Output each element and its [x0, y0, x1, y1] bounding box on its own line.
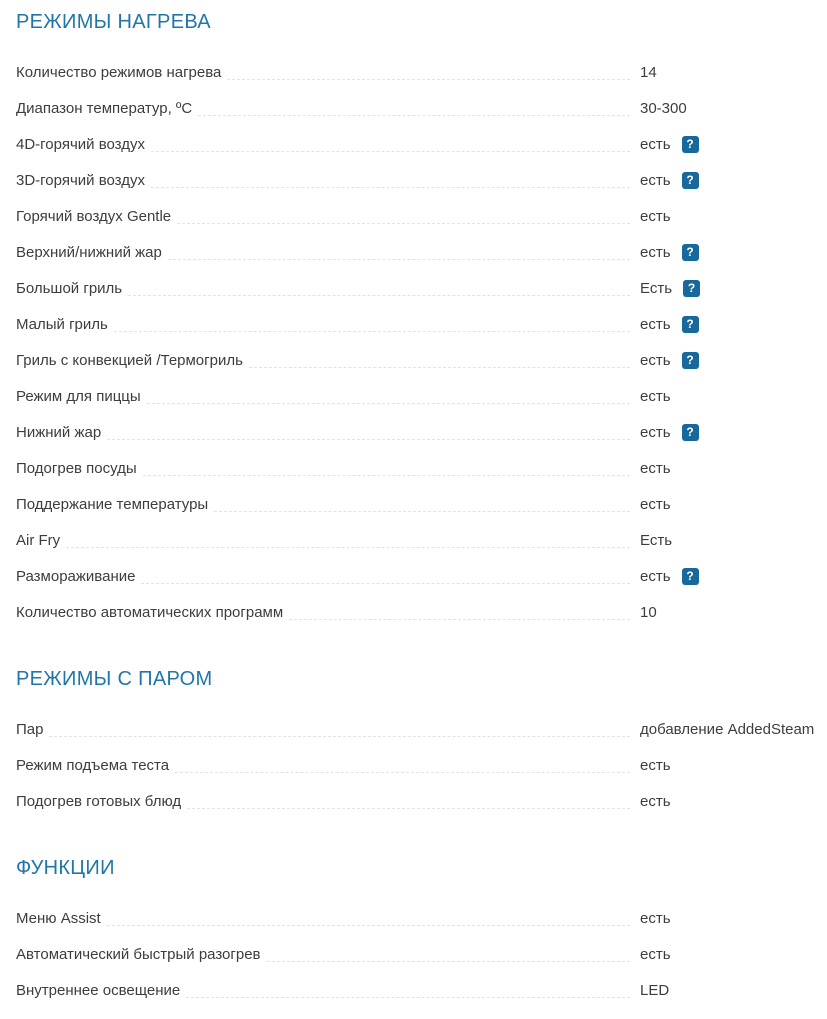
leader-line: [249, 367, 630, 368]
spec-row: [16, 558, 827, 594]
spec-value-cell: [640, 316, 827, 333]
spec-value: есть: [640, 792, 671, 810]
section-title: РЕЖИМЫ НАГРЕВА: [16, 11, 211, 33]
leader-line: [186, 997, 630, 998]
spec-value-cell: [640, 910, 827, 927]
spec-value: есть: [640, 315, 671, 333]
spec-label: Диапазон температур, ºС: [16, 99, 193, 117]
spec-value-cell: [640, 280, 827, 297]
spec-label: 3D-горячий воздух: [16, 171, 145, 189]
spec-value: есть: [640, 351, 671, 369]
help-icon[interactable]: ?: [682, 568, 699, 585]
spec-value: есть: [640, 945, 671, 963]
spec-label: Поддержание температуры: [16, 495, 209, 513]
spec-row: [16, 234, 827, 270]
leader-line: [49, 736, 630, 737]
spec-row: [16, 342, 827, 378]
spec-value: есть: [640, 243, 671, 261]
spec-value: есть: [640, 207, 671, 225]
leader-line: [198, 115, 630, 116]
spec-section: [16, 8, 827, 630]
spec-row: [16, 306, 827, 342]
spec-value-cell: [640, 424, 827, 441]
spec-value: добавление AddedSteam: [640, 720, 815, 738]
help-icon[interactable]: ?: [682, 172, 699, 189]
spec-value: есть: [640, 756, 671, 774]
leader-line: [107, 439, 630, 440]
leader-line: [147, 403, 630, 404]
spec-row: [16, 936, 827, 972]
spec-label: Количество режимов нагрева: [16, 63, 222, 81]
leader-line: [168, 259, 630, 260]
spec-row: [16, 198, 827, 234]
spec-value: Есть: [640, 531, 673, 549]
spec-value-cell: [640, 532, 827, 549]
leader-line: [289, 619, 630, 620]
spec-section: [16, 665, 827, 819]
leader-line: [214, 511, 630, 512]
spec-value: есть: [640, 171, 671, 189]
spec-value-cell: [640, 604, 827, 621]
spec-label: Пар: [16, 720, 44, 738]
spec-value-cell: [640, 388, 827, 405]
spec-row: [16, 900, 827, 936]
spec-label: Автоматический быстрый разогрев: [16, 945, 261, 963]
spec-value-cell: [640, 136, 827, 153]
spec-value: есть: [640, 459, 671, 477]
spec-value-cell: [640, 982, 827, 999]
spec-row: [16, 378, 827, 414]
spec-label: Количество автоматических программ: [16, 603, 284, 621]
spec-value-cell: [640, 793, 827, 810]
help-icon[interactable]: ?: [682, 424, 699, 441]
help-icon[interactable]: ?: [682, 352, 699, 369]
spec-label: Большой гриль: [16, 279, 123, 297]
spec-label: Подогрев посуды: [16, 459, 137, 477]
spec-row: [16, 126, 827, 162]
spec-value: 10: [640, 603, 657, 621]
spec-value: есть: [640, 495, 671, 513]
spec-row: [16, 711, 827, 747]
leader-line: [141, 583, 630, 584]
spec-row: [16, 270, 827, 306]
spec-value-cell: [640, 64, 827, 81]
spec-value-cell: [640, 946, 827, 963]
help-icon[interactable]: ?: [682, 244, 699, 261]
spec-row: [16, 972, 827, 1008]
leader-line: [107, 925, 630, 926]
spec-row: [16, 162, 827, 198]
spec-label: Гриль с конвекцией /Термогриль: [16, 351, 243, 369]
spec-label: Верхний/нижний жар: [16, 243, 162, 261]
section-title: ФУНКЦИИ: [16, 857, 115, 879]
spec-value: LED: [640, 981, 670, 999]
spec-value-cell: [640, 496, 827, 513]
leader-line: [227, 79, 630, 80]
spec-value-cell: [640, 460, 827, 477]
spec-row: [16, 54, 827, 90]
leader-line: [128, 295, 630, 296]
spec-value: есть: [640, 135, 671, 153]
spec-value-cell: [640, 244, 827, 261]
spec-value-cell: [640, 568, 827, 585]
leader-line: [187, 808, 630, 809]
spec-value-cell: [640, 721, 827, 738]
spec-row: [16, 450, 827, 486]
spec-row: [16, 486, 827, 522]
spec-row: [16, 594, 827, 630]
spec-label: Режим подъема теста: [16, 756, 170, 774]
spec-value-cell: [640, 352, 827, 369]
spec-rows: [16, 54, 827, 630]
leader-line: [66, 547, 630, 548]
spec-rows: [16, 900, 827, 1008]
spec-rows: [16, 711, 827, 819]
spec-label: Внутреннее освещение: [16, 981, 181, 999]
spec-value: есть: [640, 387, 671, 405]
spec-value-cell: [640, 172, 827, 189]
section-title: РЕЖИМЫ С ПАРОМ: [16, 668, 213, 690]
spec-label: Подогрев готовых блюд: [16, 792, 182, 810]
spec-row: [16, 783, 827, 819]
spec-value-cell: [640, 757, 827, 774]
spec-row: [16, 747, 827, 783]
spec-row: [16, 90, 827, 126]
leader-line: [114, 331, 630, 332]
spec-value: есть: [640, 423, 671, 441]
spec-value-cell: [640, 100, 827, 117]
spec-label: Размораживание: [16, 567, 136, 585]
spec-label: Нижний жар: [16, 423, 102, 441]
leader-line: [267, 961, 630, 962]
spec-section: [16, 854, 827, 1008]
spec-label: Режим для пиццы: [16, 387, 141, 405]
spec-value: Есть: [640, 279, 673, 297]
spec-value: 14: [640, 63, 657, 81]
spec-label: Горячий воздух Gentle: [16, 207, 172, 225]
spec-value: 30-300: [640, 99, 687, 117]
spec-value-cell: [640, 208, 827, 225]
spec-row: [16, 414, 827, 450]
help-icon[interactable]: ?: [682, 136, 699, 153]
leader-line: [151, 151, 630, 152]
spec-label: Малый гриль: [16, 315, 108, 333]
spec-value: есть: [640, 909, 671, 927]
leader-line: [151, 187, 630, 188]
help-icon[interactable]: ?: [682, 316, 699, 333]
help-icon[interactable]: ?: [683, 280, 700, 297]
spec-label: Air Fry: [16, 531, 61, 549]
spec-label: 4D-горячий воздух: [16, 135, 145, 153]
leader-line: [177, 223, 630, 224]
spec-value: есть: [640, 567, 671, 585]
spec-row: [16, 522, 827, 558]
leader-line: [175, 772, 630, 773]
leader-line: [143, 475, 630, 476]
spec-label: Меню Assist: [16, 909, 101, 927]
